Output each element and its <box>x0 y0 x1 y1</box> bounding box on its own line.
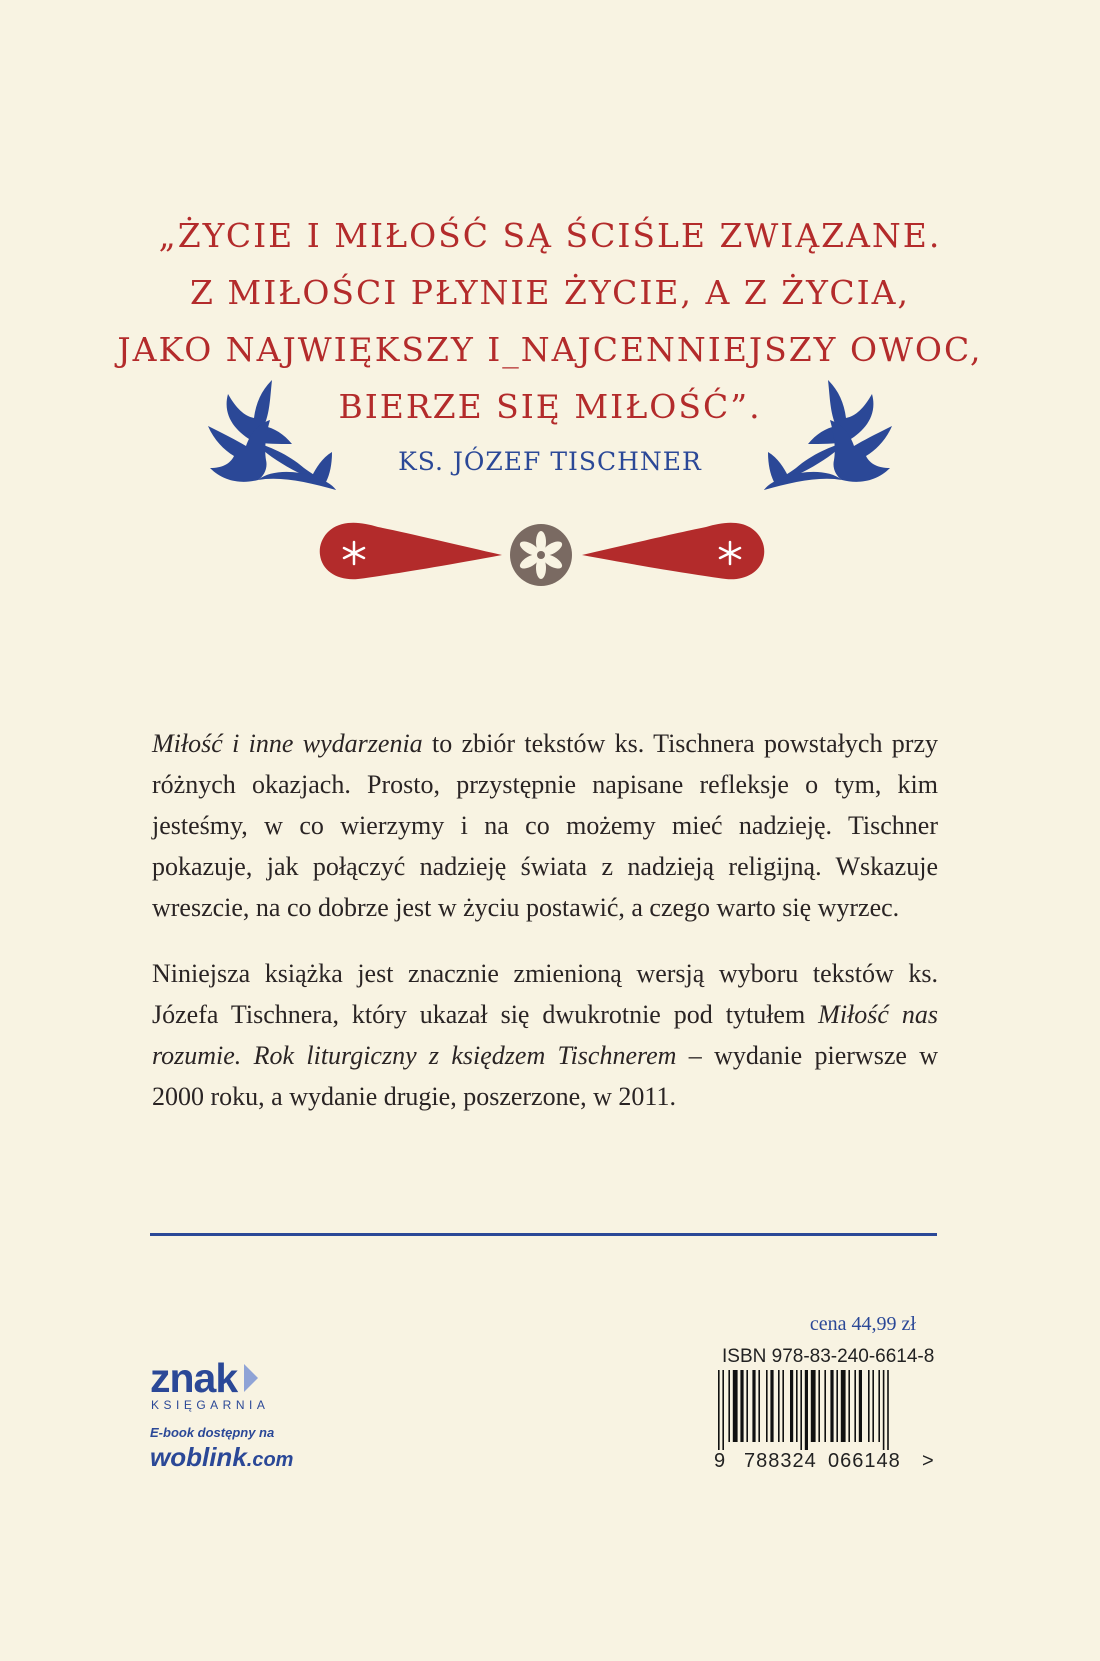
description-text-2a: Niniejsza książka jest znacznie zmienioną wersją wyboru tekstów ks. Józefa Tischnera, który ukazał się dwukrotnie pod tytułem <box>152 959 938 1029</box>
znak-logo: znak <box>150 1355 238 1401</box>
znak-subtitle: KSIĘGARNIA <box>151 1398 270 1412</box>
woblink-name: woblink <box>150 1442 247 1472</box>
blue-flower-ornament-right <box>744 372 904 502</box>
description-text-2b: – wydanie pierwsze w 2000 roku, a wydanie drugie, poszerzone, w 2011. <box>152 1041 938 1111</box>
woblink-domain: .com <box>246 1449 294 1471</box>
barcode-group-2: 066148 <box>828 1450 901 1472</box>
rosette-ornament <box>508 522 574 588</box>
red-paisley-ornament-left <box>318 515 504 585</box>
ebook-note: E-book dostępny na <box>150 1425 275 1440</box>
price-label: cena 44,99 zł <box>809 1313 916 1335</box>
barcode <box>714 1370 944 1450</box>
quote-line-1: „ŻYCIE I MIŁOŚĆ SĄ ŚCIŚLE ZWIĄZANE. <box>158 216 942 255</box>
quote-author: KS. JÓZEF TISCHNER <box>398 447 702 476</box>
description-text-1: to zbiór tekstów ks. Tischnera powstałych przy różnych okazjach. Prosto, przystępnie napisane refleksje o tym, kim jesteśmy, w co wierzymy i na co możemy mieć nadzieję. Tischner pokazuje, jak połączyć nadzieję świata z nadzieją religijną. Wskazuje wreszcie, na co dobrze jest w życiu postawić, a czego warto się wyrzec. <box>152 729 938 922</box>
description-paragraph-1 <box>152 723 938 928</box>
book-title: Miłość i inne wydarzenia <box>152 729 423 758</box>
znak-logo-mark-icon <box>244 1364 264 1392</box>
quote-line-3: JAKO NAJWIĘKSZY I_NAJCENNIEJSZY OWOC, <box>117 330 983 369</box>
woblink-logo <box>150 1442 293 1473</box>
red-paisley-ornament-right <box>580 515 766 585</box>
isbn-label: ISBN 978-83-240-6614-8 <box>722 1346 935 1367</box>
divider-line <box>150 1233 937 1236</box>
quote-line-2: Z MIŁOŚCI PŁYNIE ŻYCIE, A Z ŻYCIA, <box>190 273 910 312</box>
description-paragraph-2 <box>152 953 938 1117</box>
previous-book-title: Miłość nas rozumie. Rok liturgiczny z księdzem Tischnerem <box>152 1000 938 1070</box>
barcode-first-digit: 9 <box>714 1450 726 1472</box>
quote-line-4: BIERZE SIĘ MIŁOŚĆ”. <box>338 387 762 426</box>
barcode-group-1: 788324 <box>744 1450 817 1472</box>
barcode-arrow: > <box>922 1450 934 1472</box>
blue-flower-ornament-left <box>196 372 356 502</box>
